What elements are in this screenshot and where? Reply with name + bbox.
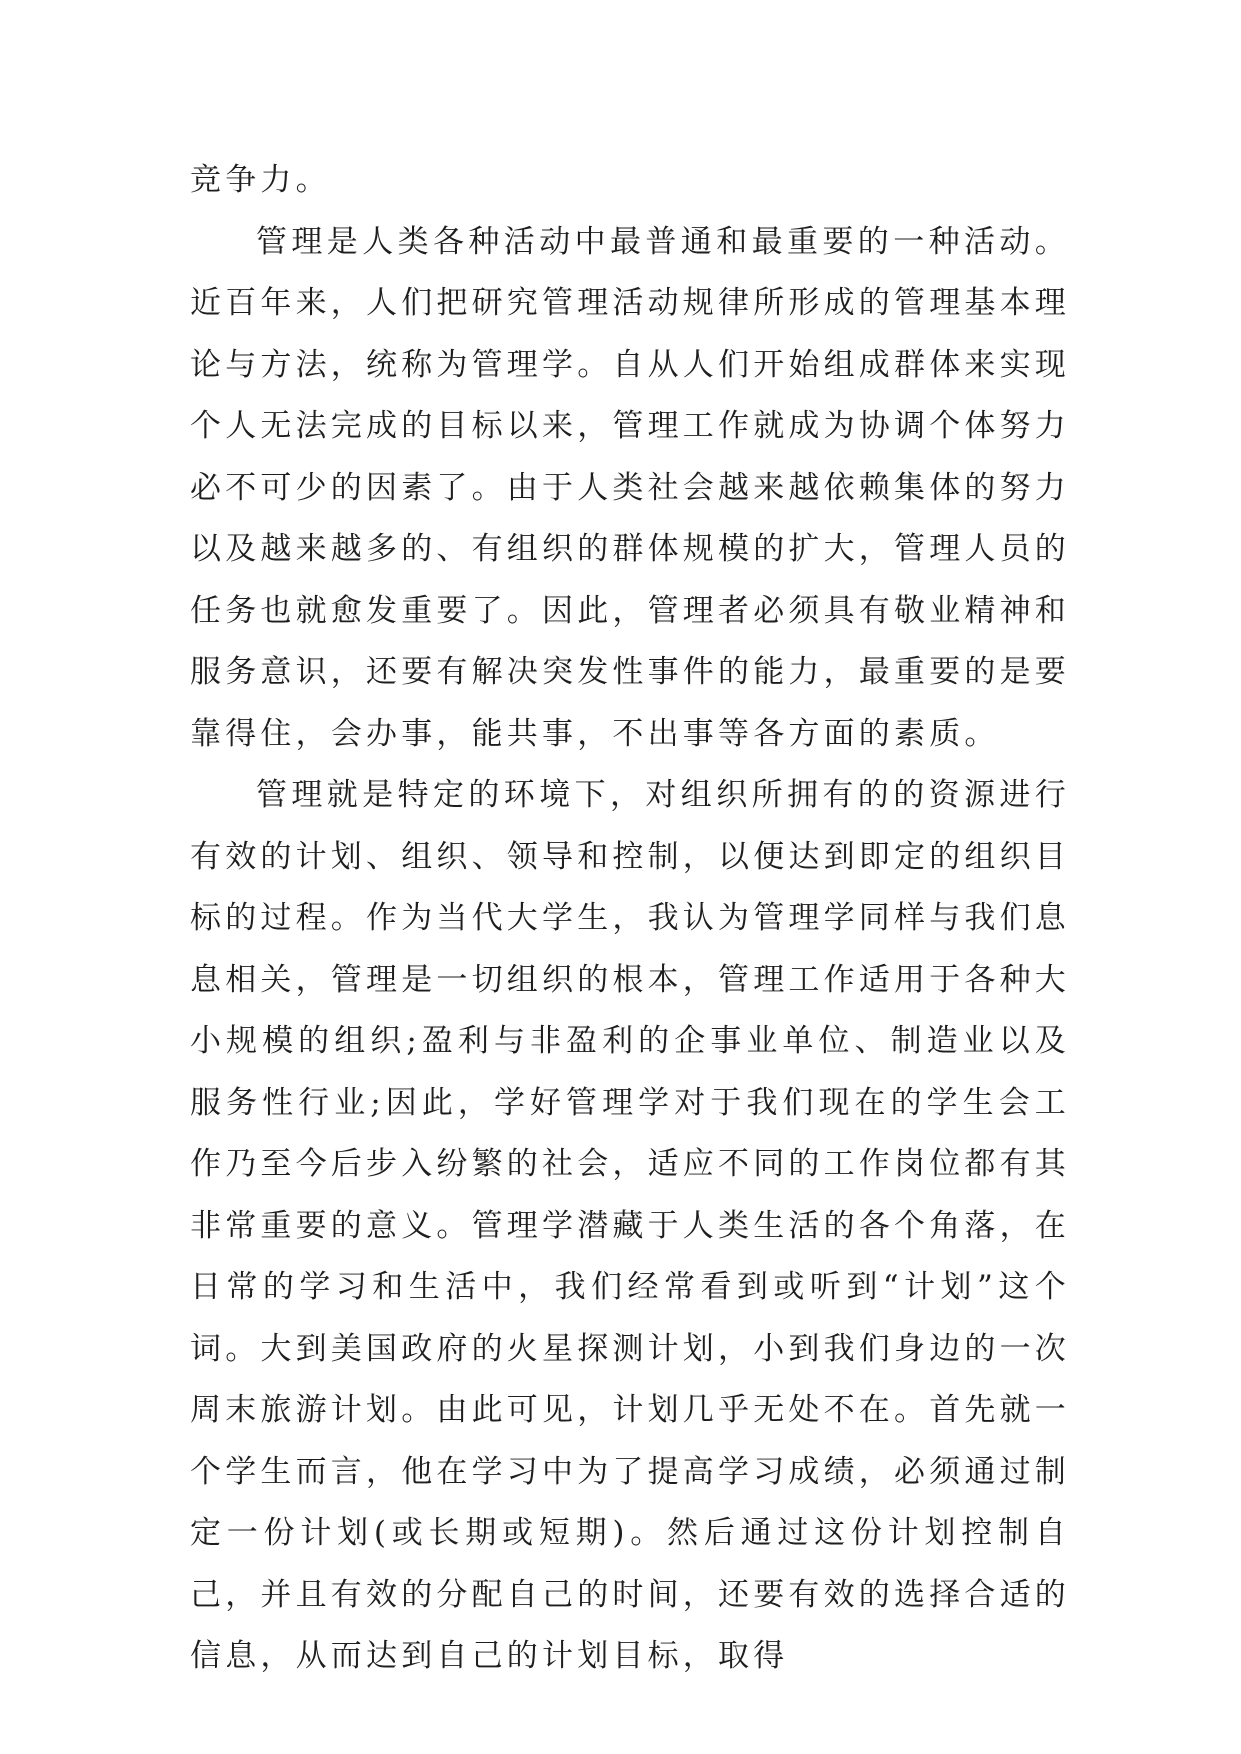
paragraph-management-overview: 管理是人类各种活动中最普通和最重要的一种活动。近百年来，人们把研究管理活动规律所形成的管理基本理论与方法，统称为管理学。自从人们开始组成群体来实现个人无法完成的目标以来，管理工作就成为协调个体努力必不可少的因素了。由于人类社会越来越依赖集体的努力以及越来越多的、有组织的群体规模的扩大，管理人员的任务也就愈发重要了。因此，管理者必须具有敬业精神和服务意识，还要有解决突发性事件的能力，最重要的是要靠得住，会办事，能共事，不出事等各方面的素质。 — [190, 223, 1070, 752]
paragraph-continuation: 竞争力。 — [190, 162, 331, 198]
paragraph-management-definition: 管理就是特定的环境下，对组织所拥有的的资源进行有效的计划、组织、领导和控制，以便达到即定的组织目标的过程。作为当代大学生，我认为管理学同样与我们息息相关，管理是一切组织的根本，管理工作适用于各种大小规模的组织;盈利与非盈利的企事业单位、制造业以及服务性行业;因此，学好管理学对于我们现在的学生会工作乃至今后步入纷繁的社会，适应不同的工作岗位都有其非常重要的意义。管理学潜藏于人类生活的各个角落，在日常的学习和生活中，我们经常看到或听到“计划”这个词。大到美国政府的火星探测计划，小到我们身边的一次周末旅游计划。由此可见，计划几乎无处不在。首先就一个学生而言，他在学习中为了提高学习成绩，必须通过制定一份计划(或长期或短期)。然后通过这份计划控制自己，并且有效的分配自己的时间，还要有效的选择合适的信息，从而达到自己的计划目标，取得 — [190, 777, 1070, 1674]
body-text — [190, 150, 1070, 1688]
